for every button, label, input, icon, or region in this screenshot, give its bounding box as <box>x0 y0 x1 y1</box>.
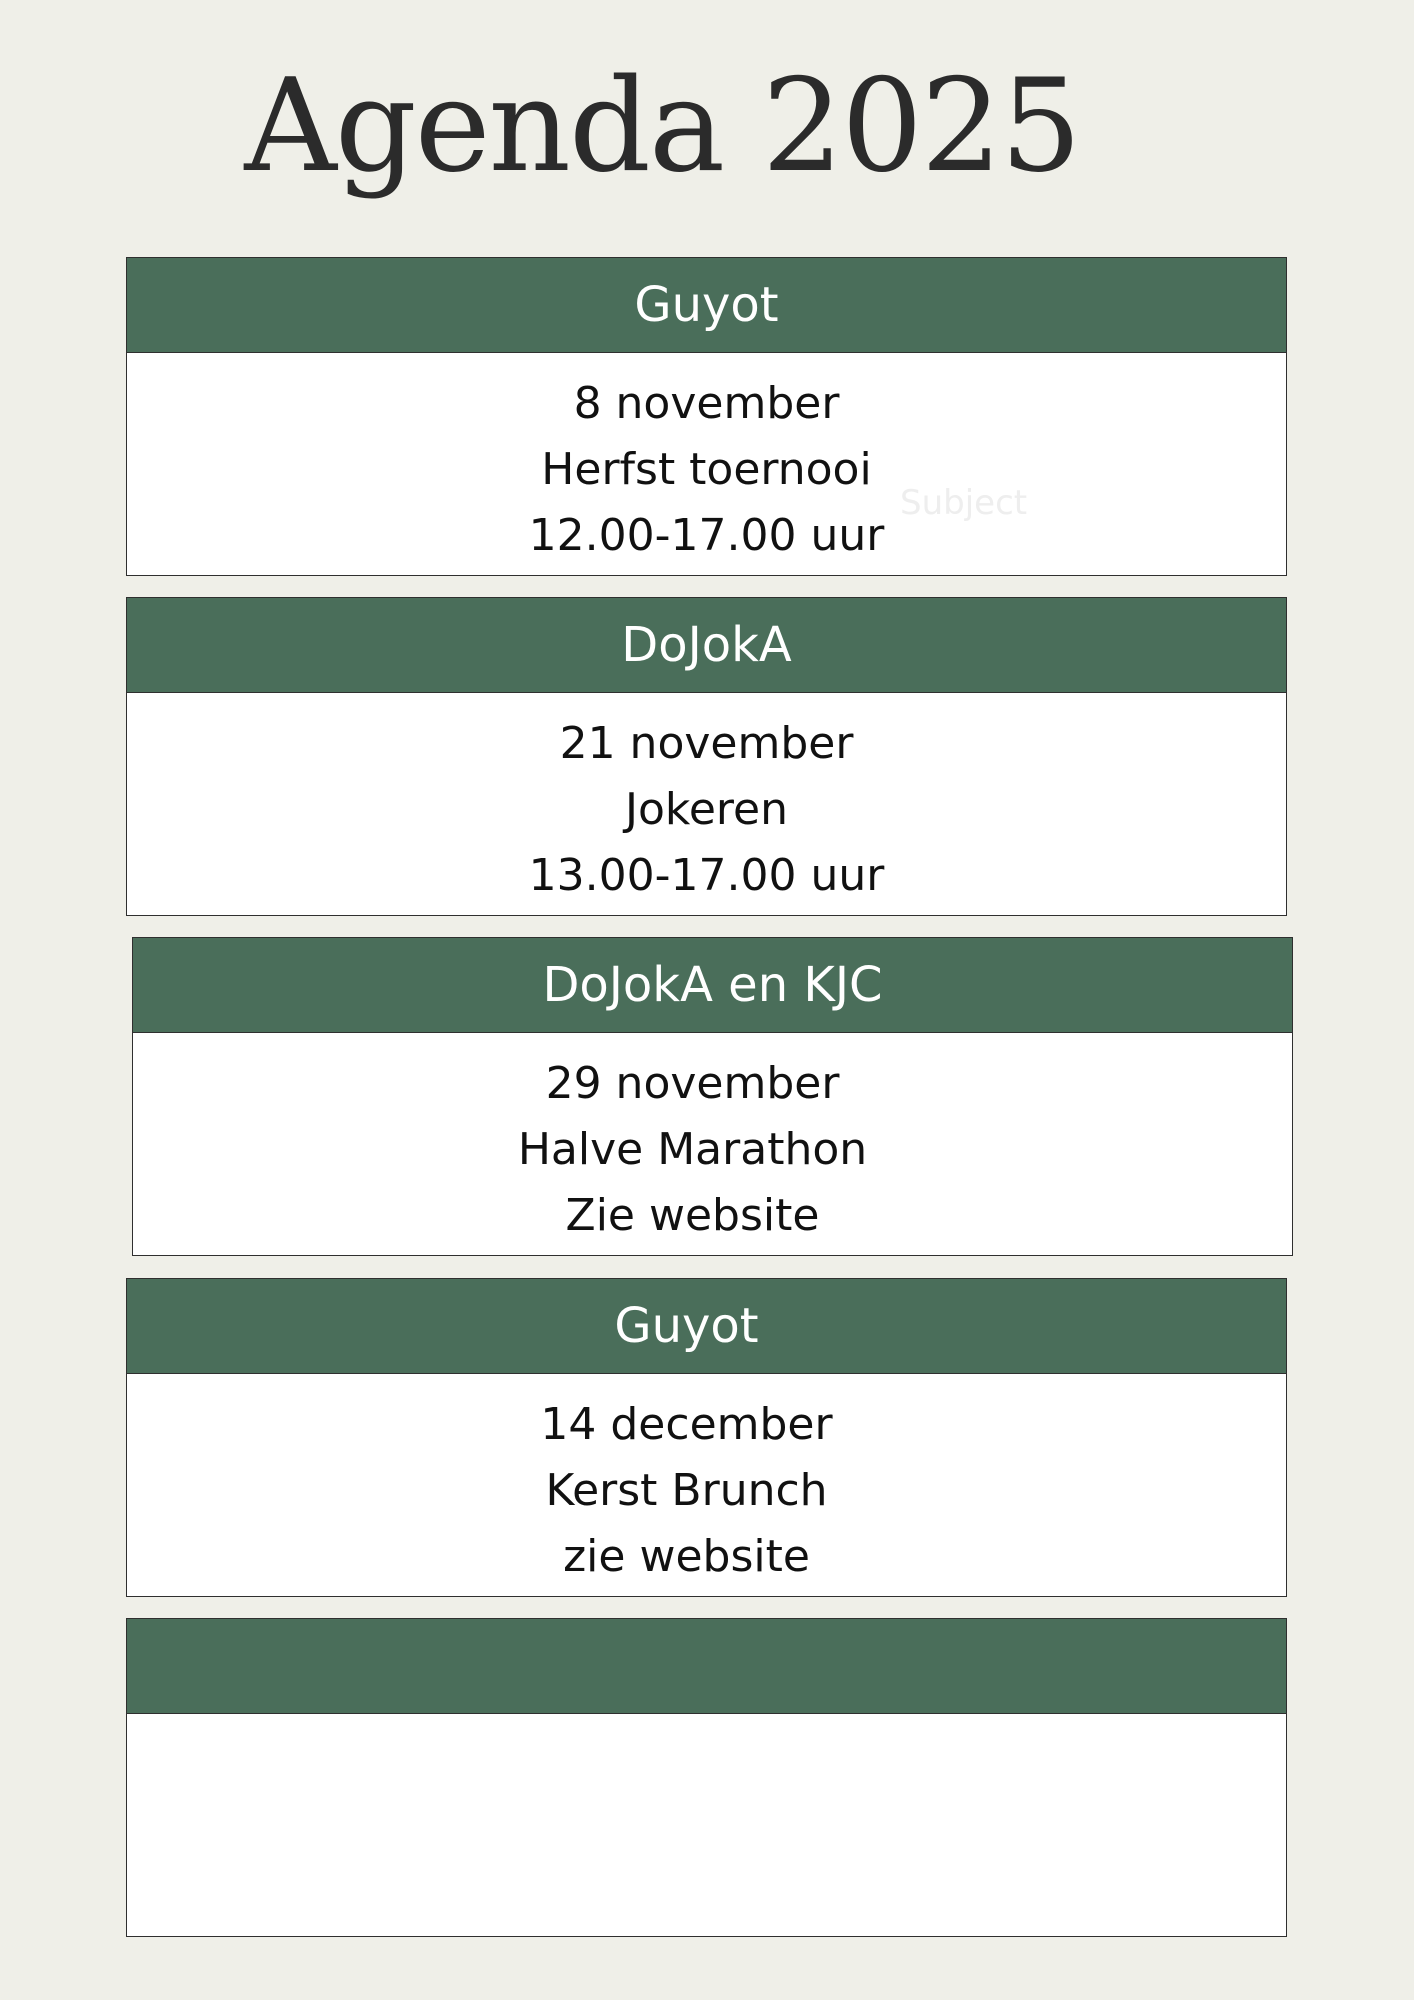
event-organizer-header: DoJokA <box>126 597 1287 693</box>
subject-placeholder: Subject <box>900 483 1028 523</box>
event-time: 13.00-17.00 uur <box>528 850 885 901</box>
event-card <box>132 937 1293 1256</box>
event-card <box>126 1278 1287 1597</box>
event-time: 12.00-17.00 uur <box>528 510 885 561</box>
event-name: Halve Marathon <box>517 1124 868 1175</box>
event-name: Herfst toernooi <box>541 444 872 495</box>
event-time: Zie website <box>565 1190 820 1241</box>
page-title: Agenda 2025 <box>244 52 1080 201</box>
event-name: Kerst Brunch <box>545 1465 828 1516</box>
event-date: 21 november <box>559 718 854 769</box>
event-date: 14 december <box>540 1399 833 1450</box>
event-card-empty <box>126 1618 1287 1937</box>
event-details <box>126 693 1287 916</box>
event-details <box>126 353 1287 576</box>
event-time: zie website <box>563 1531 810 1582</box>
event-card <box>126 257 1287 576</box>
event-date: 8 november <box>573 378 840 429</box>
event-details <box>126 1374 1287 1597</box>
event-organizer-header <box>126 1618 1287 1714</box>
event-details <box>126 1714 1287 1937</box>
event-organizer-header: Guyot <box>126 257 1287 353</box>
event-card <box>126 597 1287 916</box>
event-details <box>132 1033 1293 1256</box>
event-organizer-header: DoJokA en KJC <box>132 937 1293 1033</box>
event-date: 29 november <box>545 1058 840 1109</box>
event-name: Jokeren <box>625 784 788 835</box>
event-organizer-header: Guyot <box>126 1278 1287 1374</box>
